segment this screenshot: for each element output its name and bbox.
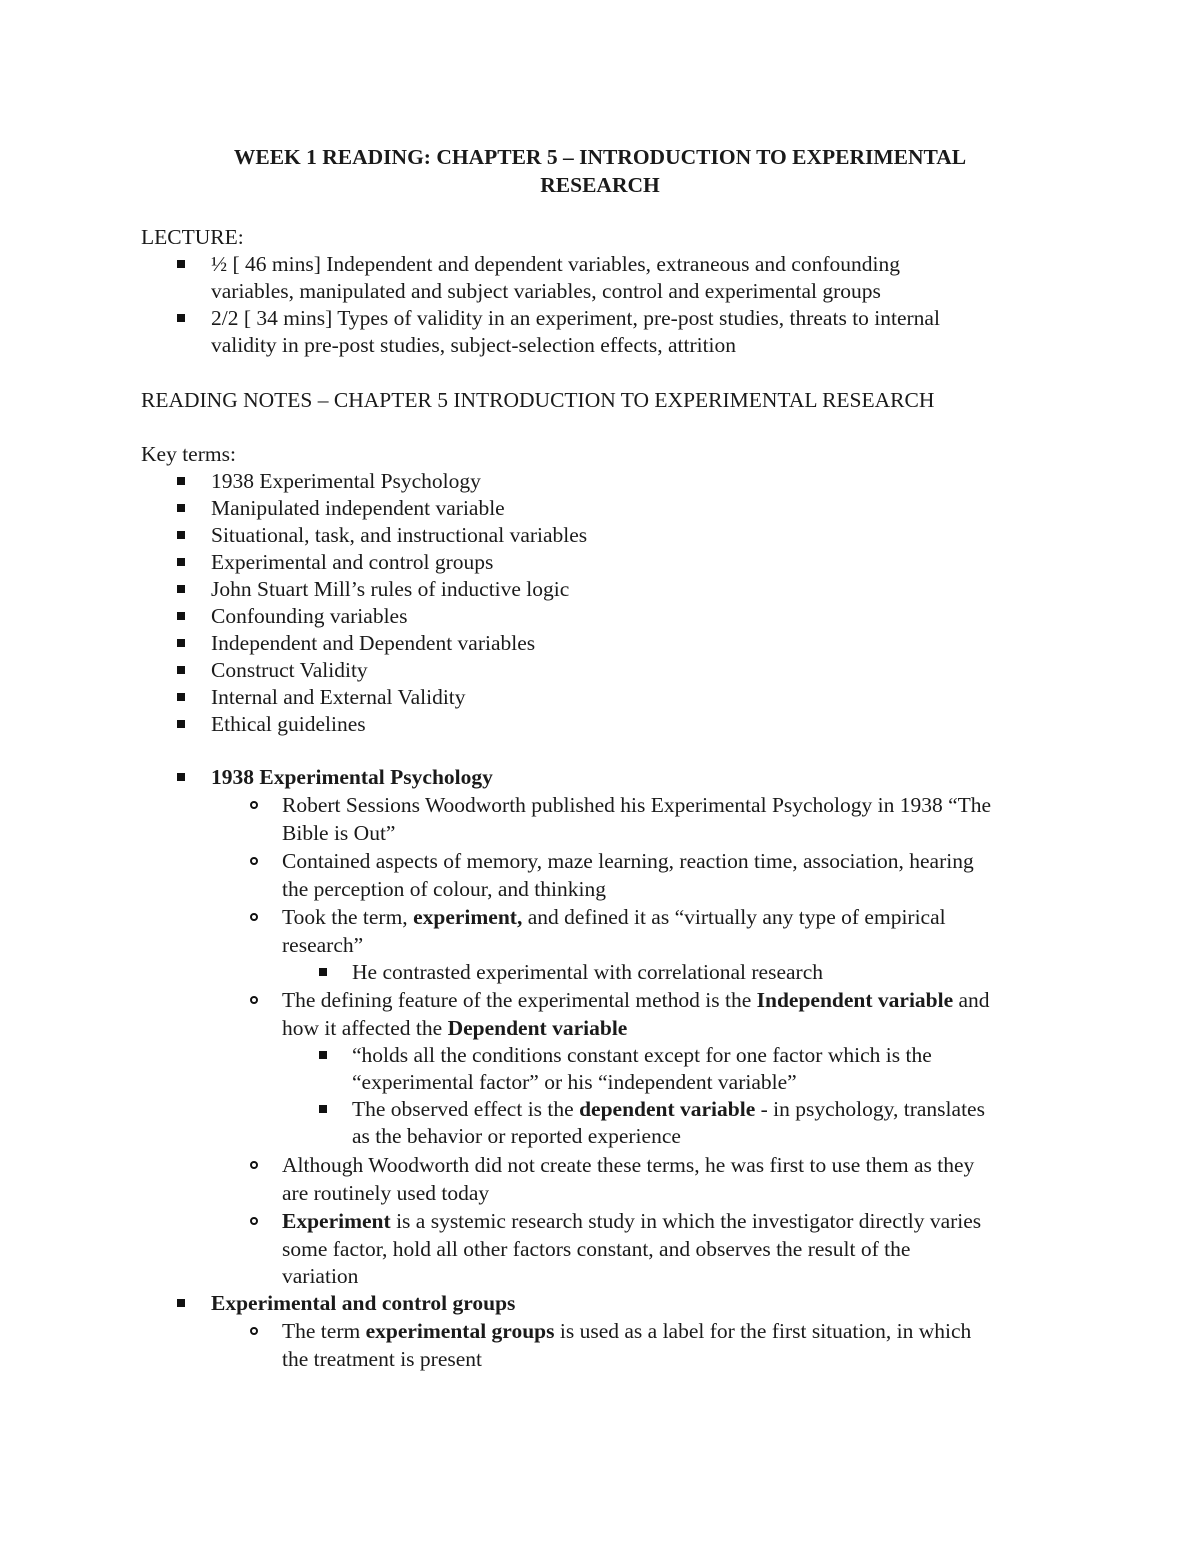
section-1-point-3-line-1 [282,904,946,932]
circle-bullet-icon [250,913,258,921]
bold-term: dependent variable [579,1097,756,1121]
square-bullet-icon [177,585,185,593]
square-bullet-icon [177,720,185,728]
key-term-item: John Stuart Mill’s rules of inductive logic [211,577,570,601]
lecture-item-2-line-1: 2/2 [ 34 mins] Types of validity in an experiment, pre-post studies, threats to internal [211,306,940,330]
section-1-point-6-line-2: some factor, hold all other factors constant, and observes the result of the [282,1237,911,1261]
section-1-point-4-sub-1-line-1: “holds all the conditions constant except for one factor which is the [352,1043,932,1067]
section-1-point-1-line-1: Robert Sessions Woodworth published his Experimental Psychology in 1938 “The [282,793,992,817]
lecture-heading: LECTURE: [141,225,244,249]
section-1-point-4-sub-2-line-2: as the behavior or reported experience [352,1124,681,1148]
text-run: The observed effect is the [352,1097,580,1121]
square-bullet-icon [319,1051,327,1059]
square-bullet-icon [177,314,185,322]
text-run: and [953,988,990,1012]
key-term-item: Manipulated independent variable [211,496,505,520]
section-heading-text: 1938 Experimental Psychology [211,765,493,789]
text-run: Took the term, [282,905,414,929]
section-heading-text: Experimental and control groups [211,1291,516,1315]
text-run: The term [282,1319,366,1343]
section-1-point-2-line-1: Contained aspects of memory, maze learning, reaction time, association, hearing [282,849,974,873]
section-1-point-6-line-1 [282,1208,981,1236]
section-1-point-5-line-1: Although Woodworth did not create these terms, he was first to use them as they [282,1153,975,1177]
text-run: is used as a label for the first situation, in which [554,1319,972,1343]
section-1-point-4-line-2 [282,1015,627,1043]
circle-bullet-icon [250,857,258,865]
lecture-item-2-line-2: validity in pre-post studies, subject-selection effects, attrition [211,333,737,357]
square-bullet-icon [177,693,185,701]
text-run: - in psychology, translates [755,1097,985,1121]
section-2-point-1-line-2: the treatment is present [282,1347,482,1371]
lecture-item-1-line-1: ½ [ 46 mins] Independent and dependent variables, extraneous and confounding [211,252,900,276]
text-run: is a systemic research study in which the investigator directly varies [390,1209,982,1233]
square-bullet-icon [177,531,185,539]
section-1-point-2-line-2: the perception of colour, and thinking [282,877,606,901]
square-bullet-icon [177,773,185,781]
section-1-point-4-line-1 [282,987,990,1015]
key-term-item: Internal and External Validity [211,685,466,709]
section-heading [211,1290,515,1318]
section-1-point-5-line-2: are routinely used today [282,1181,490,1205]
section-1-point-4-sub-1-line-2: “experimental factor” or his “independent variable” [352,1070,797,1094]
section-1-point-4-sub-2-line-1 [352,1096,985,1124]
section-2-point-1-line-1 [282,1318,971,1346]
square-bullet-icon [177,558,185,566]
circle-bullet-icon [250,1217,258,1225]
circle-bullet-icon [250,996,258,1004]
bold-term: Dependent variable [447,1016,628,1040]
key-term-item: Experimental and control groups [211,550,494,574]
key-terms-heading: Key terms: [141,442,236,466]
reading-notes-heading: READING NOTES – CHAPTER 5 INTRODUCTION TO EXPERIMENTAL RESEARCH [141,388,935,412]
section-1-point-6-line-3: variation [282,1264,359,1288]
square-bullet-icon [319,1105,327,1113]
section-heading [211,764,493,792]
key-term-item: Construct Validity [211,658,368,682]
key-term-item: Situational, task, and instructional variables [211,523,588,547]
key-term-item: Independent and Dependent variables [211,631,536,655]
square-bullet-icon [177,612,185,620]
circle-bullet-icon [250,1161,258,1169]
square-bullet-icon [177,477,185,485]
section-1-point-3-sub-1: He contrasted experimental with correlational research [352,960,823,984]
bold-term: experiment, [413,905,523,929]
bold-term: experimental groups [365,1319,555,1343]
square-bullet-icon [177,1299,185,1307]
key-term-item: Ethical guidelines [211,712,366,736]
key-term-item: 1938 Experimental Psychology [211,469,481,493]
bold-term: Experiment [282,1209,391,1233]
text-run: The defining feature of the experimental method is the [282,988,757,1012]
circle-bullet-icon [250,1327,258,1335]
square-bullet-icon [319,968,327,976]
document-title [130,143,1070,199]
text-run: and defined it as “virtually any type of empirical [522,905,946,929]
lecture-item-1-line-2: variables, manipulated and subject variables, control and experimental groups [211,279,881,303]
section-1-point-3-line-2: research” [282,933,364,957]
text-run: how it affected the [282,1016,448,1040]
key-term-item: Confounding variables [211,604,408,628]
square-bullet-icon [177,504,185,512]
square-bullet-icon [177,639,185,647]
section-1-point-1-line-2: Bible is Out” [282,821,396,845]
square-bullet-icon [177,260,185,268]
circle-bullet-icon [250,801,258,809]
title-line-2: RESEARCH [540,173,660,197]
title-line-1: WEEK 1 READING: CHAPTER 5 – INTRODUCTION TO EXPERIMENTAL [233,145,967,169]
bold-term: Independent variable [756,988,954,1012]
square-bullet-icon [177,666,185,674]
